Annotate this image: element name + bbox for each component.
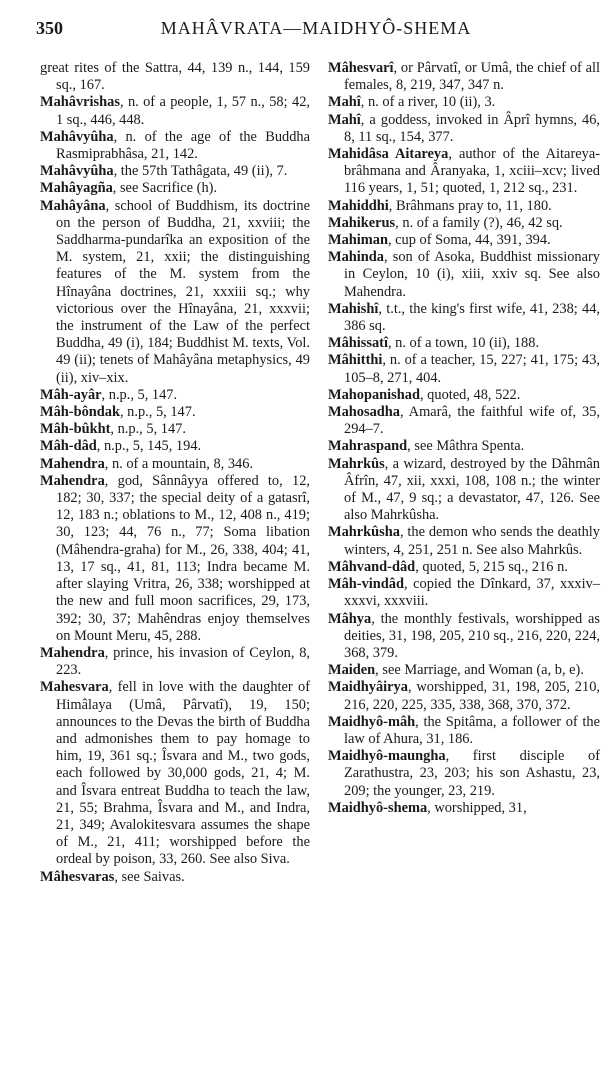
entry-headword: Maidhyô-maungha xyxy=(328,748,446,765)
entry-headword: Mahendra xyxy=(40,644,105,661)
entry-text: , school of Buddhism, its doctrine on the person of Buddha, 21, xxviii; the Saddharma-pundarîka an exposition of the M. system, 21, xxii; the distinguishing features of the M. system from the Hînayâna doctrines, 21, xxxiii sq.; why victorious over the Hînayâna, 21, xxxvii; the instrument of the Law of the perfect Buddha, 49 (i), 184; Buddhist M. texts, Vol. 49 (ii); tenets of Mahâyâna metaphysics, 49 (ii), xiv–xix. xyxy=(56,197,310,386)
entry-headword: Mahidâsa Aitareya xyxy=(328,146,449,163)
entry-headword: Maidhyâirya xyxy=(328,679,408,696)
left-column xyxy=(40,60,310,886)
entry-headword: Mahâyagña xyxy=(40,180,113,197)
entry-headword: Mâhesvarî xyxy=(328,60,394,76)
entry-headword: Mâhvand-dâd xyxy=(328,558,416,575)
entry-text: , prince, his invasion of Ceylon, 8, 223. xyxy=(56,644,310,679)
entry-headword: Mahosadha xyxy=(328,404,400,421)
index-entry xyxy=(328,438,600,455)
entry-headword: Maiden xyxy=(328,662,376,679)
index-entry xyxy=(40,163,310,180)
entry-headword: Mâhesvaras xyxy=(40,868,115,885)
entry-text: , n. of a river, 10 (ii), 3. xyxy=(360,94,496,111)
entry-headword: Mahrkûsha xyxy=(328,524,400,541)
index-entry xyxy=(40,198,310,387)
entry-headword: Mahendra xyxy=(40,472,105,489)
entry-text: , copied the Dînkard, 37, xxxiv–xxxvi, xxxviii. xyxy=(344,576,600,610)
entry-text: , a goddess, invoked in Âprî hymns, 46, 8, 11 sq., 154, 377. xyxy=(344,111,600,145)
entry-text: , worshipped, 31, xyxy=(427,799,527,816)
index-entry xyxy=(328,576,600,610)
right-column xyxy=(328,60,600,817)
entry-text: , n. of a family (?), 46, 42 sq. xyxy=(395,214,563,231)
entry-headword: Mahâvrishas xyxy=(40,94,120,111)
index-entry xyxy=(40,94,310,128)
entry-text: , see Sacrifice (h). xyxy=(112,180,218,197)
entry-headword: Mahâyâna xyxy=(40,197,106,214)
index-entry xyxy=(328,112,600,146)
entry-text: , a wizard, destroyed by the Dâhmân Âfrîn, 47, xii, xxxi, 108, 108 n.; the winter of M., 47, 9 sq.; a devastator, 47, 126. See also Mahrkûsha. xyxy=(344,455,600,524)
index-entry xyxy=(328,679,600,713)
page-number: 350 xyxy=(36,18,63,38)
index-entry xyxy=(40,387,310,404)
entry-headword: Mahishî xyxy=(328,300,379,317)
entry-text: , worshipped, 31, 198, 205, 210, 216, 220, 225, 335, 338, 368, 370, 372. xyxy=(344,679,600,713)
entry-text: , the demon who sends the deathly winters, 4, 251, 251 n. See also Mahrkûs. xyxy=(344,524,600,558)
index-entry xyxy=(328,748,600,800)
entry-text: , author of the Aitareya-brâhmana and Âranyaka, 1, xciii–xcv; lived 116 years, 1, 51; quoted, 1, 212 sq., 231. xyxy=(344,146,600,197)
entry-text: , n.p., 5, 145, 194. xyxy=(96,438,202,455)
entry-headword: Mahikerus xyxy=(328,214,396,231)
entry-headword: Mahinda xyxy=(328,249,384,266)
entry-headword: Mahesvara xyxy=(40,679,109,696)
index-entry xyxy=(40,421,310,438)
entry-headword: Mahiman xyxy=(328,232,388,249)
index-entry xyxy=(40,645,310,679)
entry-text: , n. of the age of the Buddha Rasmiprabhâsa, 21, 142. xyxy=(56,128,310,163)
entry-text: , n. of a mountain, 8, 346. xyxy=(104,455,254,472)
index-entry xyxy=(40,404,310,421)
index-entry xyxy=(328,662,600,679)
entry-text: great rites of the Sattra, 44, 139 n., 144, 159 sq., 167. xyxy=(40,60,310,94)
entry-text: , cup of Soma, 44, 391, 394. xyxy=(387,232,551,249)
index-entry xyxy=(328,301,600,335)
entry-headword: Mahiddhi xyxy=(328,197,389,214)
entry-text: , see Saivas. xyxy=(114,868,185,885)
entry-text: , Brâhmans pray to, 11, 180. xyxy=(388,197,552,214)
entry-text: , n. of a town, 10 (ii), 188. xyxy=(387,335,540,352)
entry-headword: Mahrkûs xyxy=(328,455,385,472)
entry-text: , fell in love with the daughter of Himâlaya (Umâ, Pârvatî), 19, 150; announces to the Devas the birth of Buddha and admonishes them to pay homage to him, 19, 361 sq.; Îsvara and M., two gods, each followed by 30,000 gods, 21, 4; M. and Îsvara entreat Buddha to teach the law, 21, 55; Brahma, Îsvara and M., and Indra, 21, 349; Avalokitesvara assumes the shape of M., 21, 411; worshipped before the ordeal by poison, 33, 260. See also Siva. xyxy=(56,679,310,868)
entry-text: , the Spitâma, a follower of the law of Ahura, 31, 186. xyxy=(344,713,600,747)
entry-text: , n.p., 5, 147. xyxy=(119,404,196,421)
running-title: MAHÂVRATA—MAIDHYÔ-SHEMA xyxy=(160,18,472,38)
index-entry xyxy=(328,524,600,558)
index-entry xyxy=(328,456,600,525)
entry-headword: Mâhissatî xyxy=(328,335,388,352)
entry-headword: Maidhyô-mâh xyxy=(328,713,416,730)
entry-text: , n.p., 5, 147. xyxy=(110,421,186,438)
entry-headword: Mâh-bôndak xyxy=(40,404,120,421)
index-entry xyxy=(328,215,600,232)
entry-text: , n.p., 5, 147. xyxy=(101,386,178,403)
entry-headword: Mahâvyûha xyxy=(40,163,114,180)
index-entry xyxy=(40,473,310,645)
index-entry xyxy=(328,559,600,576)
entry-text: , god, Sânnâyya offered to, 12, 182; 30, 337; the special deity of a gatasrî, 12, 183 n.; oblations to M., 12, 408 n., 419; 30, 123; 44, 76 n., 77; Soma libation (Mâhendra-graha) for M., 26, 338, 404; 41, 13, 17 sq., 41, 81, 113; Indra became M. after slaying Vritra, 26, 338; worshipped at the new and full moon sacrifices, 29, 173, 392; 30, 37; Mahêndras enjoy themselves on Mount Meru, 45, 288. xyxy=(56,472,310,644)
entry-text: , n. of a people, 1, 57 n., 58; 42, 1 sq., 446, 448. xyxy=(56,94,310,128)
index-entry xyxy=(40,869,310,886)
entry-headword: Mâh-ayâr xyxy=(40,386,102,403)
index-entry xyxy=(328,249,600,301)
index-entry xyxy=(328,94,600,111)
entry-text: , or Pârvatî, or Umâ, the chief of all females, 8, 219, 347, 347 n. xyxy=(344,60,600,94)
entry-headword: Mâhya xyxy=(328,610,372,627)
entry-headword: Mâhitthi xyxy=(328,352,383,369)
entry-headword: Mâh-vindâd xyxy=(328,576,404,593)
entry-text: , see Marriage, and Woman (a, b, e). xyxy=(375,662,584,679)
entry-headword: Mahî xyxy=(328,111,361,128)
index-entry xyxy=(40,456,310,473)
index-entry xyxy=(40,180,310,197)
index-entry xyxy=(328,232,600,249)
index-entry xyxy=(328,611,600,663)
index-entry xyxy=(328,404,600,438)
entry-headword: Mahendra xyxy=(40,455,105,472)
entry-headword: Mahî xyxy=(328,94,361,111)
entry-text: , quoted, 5, 215 sq., 216 n. xyxy=(415,558,568,575)
index-entry xyxy=(328,335,600,352)
entry-headword: Mahâvyûha xyxy=(40,128,114,145)
entry-text: , n. of a teacher, 15, 227; 41, 175; 43, 105–8, 271, 404. xyxy=(344,352,600,386)
index-entry xyxy=(40,129,310,163)
entry-text: , the monthly festivals, worshipped as deities, 31, 198, 205, 210 sq., 216, 220, 224, 368, 379. xyxy=(344,610,600,661)
entry-text: , Amarâ, the faithful wife of, 35, 294–7. xyxy=(344,404,600,438)
index-entry xyxy=(328,387,600,404)
entry-text: , the 57th Tathâgata, 49 (ii), 7. xyxy=(113,163,288,180)
index-entry xyxy=(328,352,600,386)
entry-text: , first disciple of Zarathustra, 23, 203; his son Ashastu, 23, 209; the younger, 23, 219. xyxy=(344,748,600,799)
entry-text: , see Mâthra Spenta. xyxy=(407,438,525,455)
entry-text: , t.t., the king's first wife, 41, 238; 44, 386 sq. xyxy=(344,300,600,335)
index-entry xyxy=(328,714,600,748)
entry-headword: Mâh-bûkht xyxy=(40,421,111,438)
index-entry xyxy=(328,60,600,94)
index-entry xyxy=(328,800,600,817)
entry-headword: Mahraspand xyxy=(328,438,408,455)
entry-headword: Maidhyô-shema xyxy=(328,799,428,816)
page-header xyxy=(36,18,596,48)
index-entry xyxy=(40,679,310,868)
index-entry xyxy=(328,146,600,198)
entry-headword: Mâh-dâd xyxy=(40,438,97,455)
entry-headword: Mahopanishad xyxy=(328,386,420,403)
index-entry xyxy=(328,198,600,215)
index-entry xyxy=(40,60,310,94)
index-entry xyxy=(40,438,310,455)
entry-text: , quoted, 48, 522. xyxy=(419,386,521,403)
entry-text: , son of Asoka, Buddhist missionary in Ceylon, 10 (i), xiii, xxiv sq. See also Mahendra. xyxy=(344,249,600,300)
